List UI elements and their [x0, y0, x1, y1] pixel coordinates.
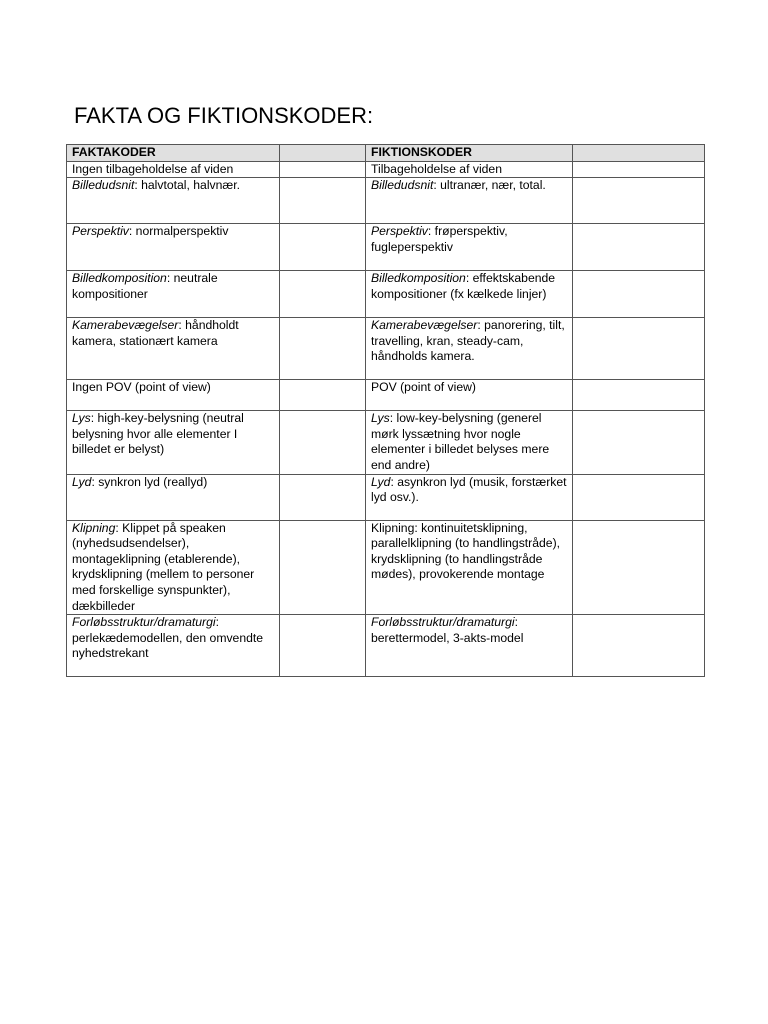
fiktion-cell — [366, 271, 573, 318]
table-row — [67, 318, 705, 380]
fakta-text: Ingen POV (point of view) — [72, 380, 211, 395]
table-row — [67, 474, 705, 520]
fiktion-term: Billedudsnit — [371, 178, 434, 193]
empty-cell — [280, 318, 366, 380]
fakta-term: Kamerabevægelser — [72, 318, 179, 333]
fiktion-text: : low-key-belysning (generel mørk lyssætning hvor nogle elementer i billedet belyses mere end andre) — [371, 411, 550, 472]
empty-cell — [573, 411, 705, 474]
fakta-text: : perlekædemodellen, den omvendte nyhedstrekant — [72, 615, 264, 661]
fiktion-text: : asynkron lyd (musik, forstærket lyd osv.). — [371, 474, 567, 505]
fakta-cell — [67, 520, 280, 615]
table-row — [67, 161, 705, 178]
table-header-row — [67, 145, 705, 162]
fiktion-text: Tilbageholdelse af viden — [371, 161, 502, 176]
fakta-cell — [67, 318, 280, 380]
empty-cell — [280, 178, 366, 224]
empty-cell — [280, 474, 366, 520]
fiktion-term: Lys — [371, 411, 390, 426]
fakta-term: Perspektiv — [72, 224, 129, 239]
fakta-text: : synkron lyd (reallyd) — [91, 474, 208, 489]
header-empty-cell — [573, 145, 705, 162]
fiktion-cell — [366, 411, 573, 474]
fiktion-term: Billedkomposition — [371, 271, 466, 286]
empty-cell — [280, 224, 366, 271]
fakta-term: Billedkomposition — [72, 271, 167, 286]
fakta-text: : håndholdt kamera, stationært kamera — [72, 318, 239, 348]
empty-cell — [573, 615, 705, 677]
header-empty-cell — [280, 145, 366, 162]
table-row — [67, 615, 705, 677]
fiktion-term: Lyd — [371, 474, 391, 489]
fiktion-text: Klipning: kontinuitetsklipning, parallelklipning (to handlingstråde), krydsklipning (to handlingstråde mødes), provokerende montage — [371, 520, 561, 582]
table-row — [67, 178, 705, 224]
empty-cell — [573, 318, 705, 380]
fakta-cell — [67, 178, 280, 224]
fiktion-text: POV (point of view) — [371, 380, 476, 395]
fakta-term: Forløbsstruktur/dramaturgi — [72, 615, 216, 630]
fiktion-cell — [366, 615, 573, 677]
empty-cell — [573, 224, 705, 271]
fiktion-cell — [366, 318, 573, 380]
fakta-term: Lys — [72, 411, 91, 426]
fiktion-cell — [366, 380, 573, 411]
table-row — [67, 520, 705, 615]
table-row — [67, 411, 705, 474]
fakta-text: : high-key-belysning (neutral belysning hvor alle elementer I billedet er belyst) — [72, 411, 244, 457]
codes-table — [66, 144, 705, 677]
fiktion-cell — [366, 161, 573, 178]
fiktion-cell — [366, 224, 573, 271]
fakta-text: : halvtotal, halvnær. — [134, 178, 241, 193]
table-row — [67, 224, 705, 271]
table-row — [67, 271, 705, 318]
fiktion-cell — [366, 178, 573, 224]
fiktion-term: Forløbsstruktur/dramaturgi — [371, 615, 515, 630]
fakta-text: : neutrale kompositioner — [72, 271, 218, 301]
fiktion-cell — [366, 520, 573, 615]
fiktion-text: : berettermodel, 3-akts-model — [371, 615, 524, 645]
fiktion-text: : frøperspektiv, fugleperspektiv — [371, 224, 508, 254]
fakta-cell — [67, 224, 280, 271]
header-faktakoder: FAKTAKODER — [67, 145, 280, 162]
fiktion-term: Perspektiv — [371, 224, 428, 239]
fiktion-term: Kamerabevægelser — [371, 318, 478, 333]
empty-cell — [280, 161, 366, 178]
fiktion-text: : panorering, tilt, travelling, kran, steady-cam, håndholds kamera. — [371, 318, 565, 364]
fakta-text: : Klippet på speaken (nyhedsudsendelser), montageklipning (etablerende), krydsklipning (mellem to personer med forskellige synspunkter), dækbilleder — [72, 520, 255, 613]
header-fiktionskoder: FIKTIONSKODER — [366, 145, 573, 162]
empty-cell — [573, 271, 705, 318]
empty-cell — [573, 474, 705, 520]
empty-cell — [573, 520, 705, 615]
fiktion-text: : effektskabende kompositioner (fx kælkede linjer) — [371, 271, 556, 301]
fakta-term: Billedudsnit — [72, 178, 135, 193]
fakta-cell — [67, 474, 280, 520]
fiktion-text: : ultranær, nær, total. — [433, 178, 546, 193]
empty-cell — [280, 271, 366, 318]
empty-cell — [280, 615, 366, 677]
fakta-text: : normalperspektiv — [128, 224, 229, 239]
page-title: FAKTA OG FIKTIONSKODER: — [74, 103, 374, 128]
empty-cell — [280, 520, 366, 615]
table-row — [67, 380, 705, 411]
empty-cell — [280, 411, 366, 474]
fakta-cell — [67, 380, 280, 411]
fakta-cell — [67, 161, 280, 178]
fakta-cell — [67, 271, 280, 318]
fakta-term: Klipning — [72, 520, 116, 535]
empty-cell — [573, 161, 705, 178]
empty-cell — [573, 178, 705, 224]
fiktion-cell — [366, 474, 573, 520]
empty-cell — [573, 380, 705, 411]
empty-cell — [280, 380, 366, 411]
fakta-term: Lyd — [72, 474, 92, 489]
fakta-cell — [67, 615, 280, 677]
fakta-cell — [67, 411, 280, 474]
fakta-text: Ingen tilbageholdelse af viden — [72, 161, 234, 176]
